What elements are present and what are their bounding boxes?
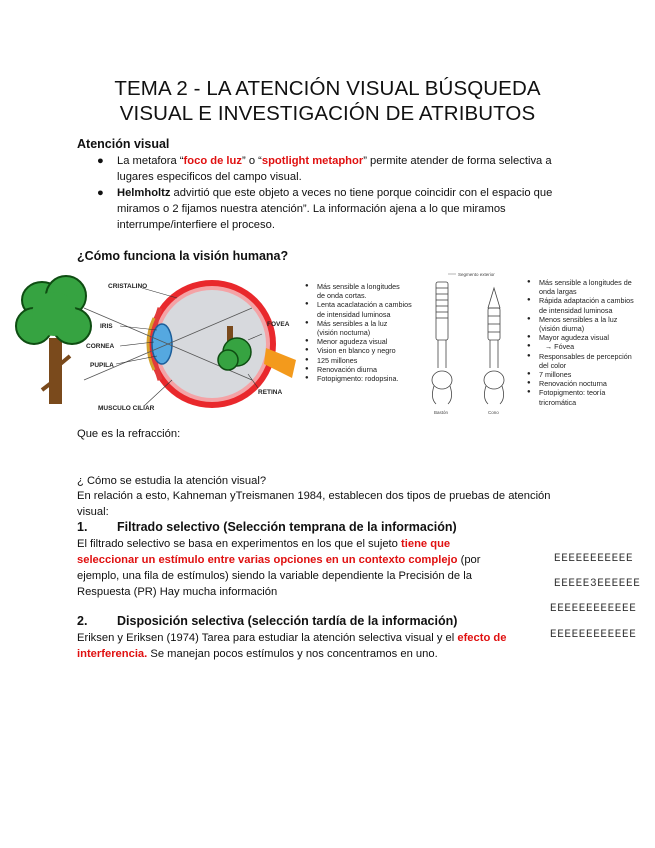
list-item-text: del color [539, 360, 567, 370]
bullet-dot: ● [527, 315, 531, 322]
list-item-text: Responsables de percepción [539, 351, 632, 361]
list-item-text: Fotopigmento: teoría [539, 388, 606, 398]
list-item [527, 333, 652, 342]
list-item-text: Menos sensibles a la luz [539, 314, 618, 324]
heading-filtrado-selectivo [77, 520, 457, 534]
text: Respuesta (PR) Hay mucha información [77, 586, 278, 598]
list-item-text: Más sensible a longitudes [317, 282, 400, 291]
list-item [527, 287, 652, 296]
label-fovea: FOVEA [267, 321, 290, 328]
photoreceptor-diagram [428, 268, 518, 418]
text: ” o “ [241, 155, 262, 167]
text: Se manejan pocos estímulos y nos concentramos en uno. [147, 648, 438, 660]
text: interrumpe/interfiere el proceso. [117, 219, 275, 231]
list-item [305, 328, 430, 337]
list-item-text: 125 millones [317, 355, 358, 365]
atencion-bullets [77, 153, 597, 233]
list-item [305, 365, 430, 374]
bullet-dot: ● [305, 283, 309, 289]
list-item [527, 342, 652, 351]
helmholtz-name: Helmholtz [117, 187, 171, 199]
section-number: 2. [77, 614, 88, 628]
list-item-text: (visión nocturna) [317, 328, 371, 338]
bullet-dot: ● [527, 371, 531, 378]
list-item [305, 356, 430, 365]
section-title: Disposición selectiva (selección tardía de la información) [117, 614, 458, 628]
stimulus-row-2: EEEEE3EEEEEE [554, 578, 641, 590]
text: Eriksen y Eriksen (1974) Tarea para estudiar la atención selectiva visual y el [77, 632, 458, 644]
list-item [305, 374, 430, 383]
bullet-dot: ● [527, 389, 531, 396]
list-item-text: (visión diurna) [539, 324, 585, 334]
label-cornea: CORNEA [86, 343, 115, 350]
highlight-foco-de-luz: foco de luz [183, 155, 242, 167]
bullet-helmholtz [77, 185, 597, 233]
list-item-text: de onda cortas. [317, 291, 367, 301]
label-baston: Bastón [434, 410, 449, 415]
highlight: tiene que [401, 538, 451, 550]
list-item-text: Más sensible a longitudes de [539, 278, 632, 287]
label-pupila: PUPILA [90, 362, 114, 369]
caption-segmento-exterior: Segmento exterior [458, 272, 495, 277]
bullet-dot: ● [305, 338, 309, 345]
section-number: 1. [77, 520, 88, 534]
list-item [305, 300, 430, 309]
bullet-dot: ● [305, 375, 309, 382]
title-line-1: TEMA 2 - LA ATENCIÓN VISUAL BÚSQUEDA [114, 77, 541, 100]
text: (por [457, 554, 481, 566]
bullet-foco-de-luz [77, 153, 597, 185]
text: ” permite atender de forma selectiva a [363, 155, 552, 167]
rod-cell [432, 282, 452, 404]
bullet-dot: ● [527, 297, 531, 304]
list-item-text: Renovación nocturna [539, 379, 607, 389]
list-item [527, 296, 652, 305]
list-item-text: Mayor agudeza visual [539, 333, 609, 343]
heading-atencion-visual: Atención visual [77, 137, 170, 151]
list-item [305, 337, 430, 346]
page-title [0, 76, 655, 126]
list-item [527, 306, 652, 315]
heading-vision-humana: ¿Cómo funciona la visión humana? [77, 249, 289, 263]
bullet-dot: ● [97, 155, 104, 167]
disposicion-paragraph [77, 630, 547, 662]
refraccion-text: Que es la refracción: [77, 428, 181, 440]
highlight: interferencia. [77, 648, 148, 660]
list-item-text: Rápida adaptación a cambios [539, 296, 634, 306]
list-item-text: Más sensibles a la luz [317, 318, 388, 328]
como-se-estudia-question: ¿ Cómo se estudia la atención visual? [77, 475, 267, 487]
stimulus-row-1: EEEEEEEEEEE [554, 553, 634, 565]
list-item [527, 361, 652, 370]
label-iris: IRIS [100, 323, 113, 330]
list-item-text: Lenta acaclatación a cambios [317, 300, 412, 310]
label-cristalino: CRISTALINO [108, 283, 148, 290]
title-line-2: VISUAL E INVESTIGACIÓN DE ATRIBUTOS [119, 102, 536, 125]
heading-disposicion-selectiva [77, 614, 457, 628]
highlight: seleccionar un estímulo entre varias opciones en un contexto complejo [77, 554, 458, 566]
list-item [527, 388, 652, 397]
list-item-text: tricromática [539, 397, 577, 407]
list-item-text: → Fóvea [545, 342, 575, 352]
bullet-dot: ● [527, 343, 531, 350]
list-item-text: Vision en blanco y negro [317, 346, 396, 356]
list-item [527, 324, 652, 333]
bullet-dot: ● [527, 334, 531, 341]
section-title: Filtrado selectivo (Selección temprana de la información) [117, 520, 457, 534]
bullet-dot: ● [527, 352, 531, 359]
bullet-dot: ● [527, 380, 531, 387]
list-item [527, 398, 652, 407]
eye-diagram [12, 270, 297, 415]
list-item [305, 310, 430, 319]
text: La metafora “ [117, 155, 184, 167]
highlight-spotlight: spotlight metaphor [261, 155, 364, 167]
bullet-dot: ● [305, 356, 309, 363]
label-retina: RETINA [258, 389, 283, 396]
rods-properties-list [305, 282, 430, 383]
tree-icon [16, 276, 91, 404]
label-cono: Cono [488, 410, 499, 415]
text: miramos o 2 fijamos nuestra atención”. La información ajena a lo que miramos [117, 203, 506, 215]
bullet-dot: ● [305, 301, 309, 308]
list-item-text: Fotopigmento: rodopsina. [317, 374, 399, 384]
cone-cell [484, 288, 504, 404]
list-item-text: 7 millones [539, 370, 572, 380]
bullet-dot: ● [305, 319, 309, 326]
label-musculo-ciliar: MUSCULO CILIAR [98, 405, 155, 412]
list-item [305, 319, 430, 328]
stimulus-row-4: EEEEEEEEEEEE [550, 629, 637, 641]
filtrado-paragraph [77, 536, 537, 600]
bullet-dot: ● [97, 187, 104, 199]
text: visual: [77, 506, 109, 518]
list-item [527, 315, 652, 324]
relacion-paragraph [77, 488, 637, 520]
list-item-text: Menor agudeza visual [317, 337, 388, 347]
list-item [527, 352, 652, 361]
stimulus-row-3: EEEEEEEEEEEE [550, 603, 637, 615]
bullet-dot: ● [305, 347, 309, 354]
list-item [527, 278, 652, 287]
text: En relación a esto, Kahneman yTreismanen 1984, establecen dos tipos de pruebas de atención [77, 490, 551, 502]
list-item-text: Renovación diurna [317, 364, 377, 374]
text: ejemplo, una fila de estímulos) siendo la variable dependiente la Precisión de la [77, 570, 472, 582]
list-item [305, 282, 430, 291]
list-item [527, 370, 652, 379]
list-item [305, 291, 430, 300]
list-item [527, 379, 652, 388]
list-item-text: de intensidad luminosa [317, 309, 391, 319]
text: lugares especificos del campo visual. [117, 171, 302, 183]
list-item-text: onda largas [539, 287, 577, 297]
bullet-dot: ● [527, 279, 531, 285]
list-item [305, 346, 430, 355]
highlight: efecto de [457, 632, 507, 644]
bullet-dot: ● [305, 365, 309, 372]
cones-properties-list [527, 278, 652, 407]
text: advirtió que este objeto a veces no tiene porque coincidir con el espacio que [170, 187, 553, 199]
list-item-text: de intensidad luminosa [539, 305, 613, 315]
text: El filtrado selectivo se basa en experimentos en los que el sujeto [77, 538, 402, 550]
